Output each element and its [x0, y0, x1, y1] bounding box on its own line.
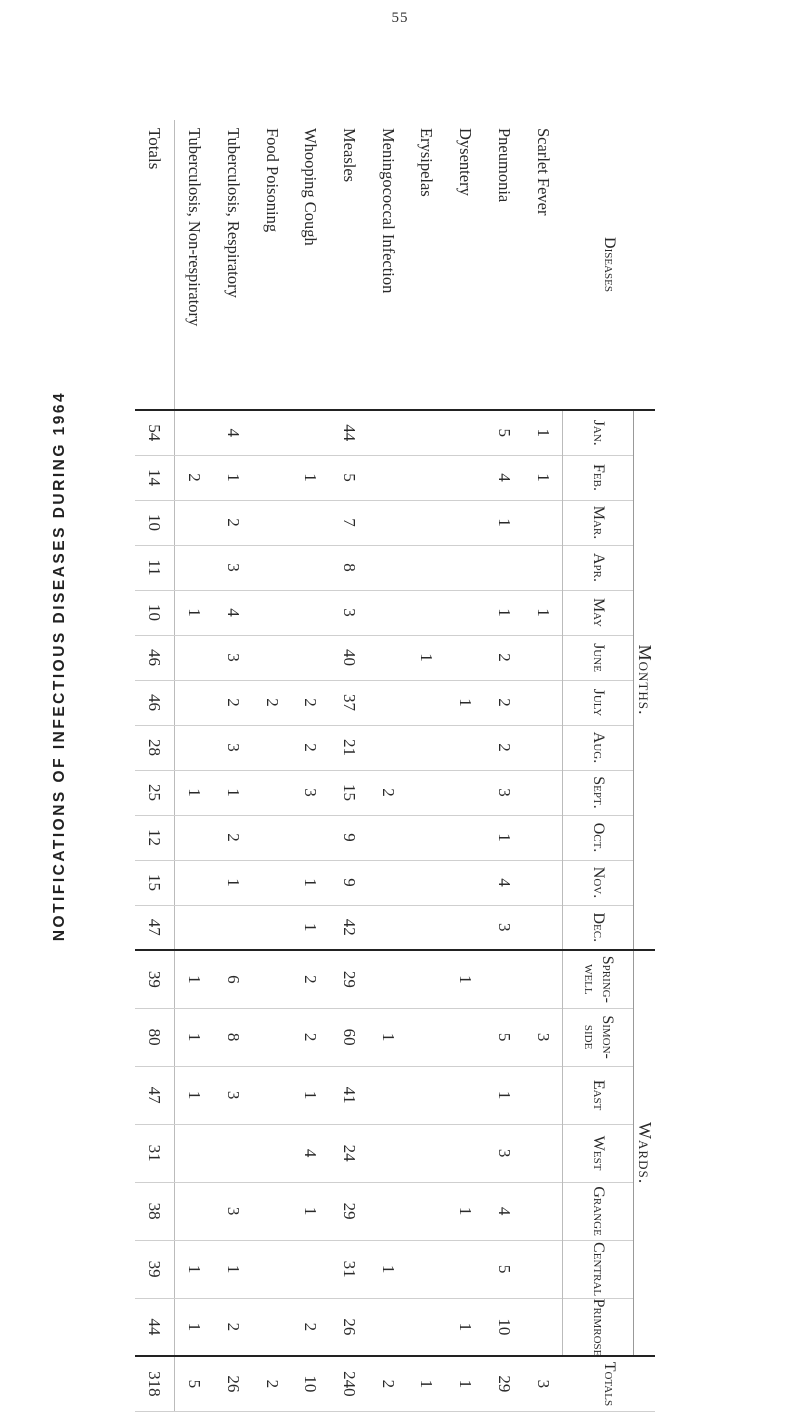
month-value [523, 635, 562, 680]
month-value [252, 770, 291, 815]
month-value [368, 725, 407, 770]
wards-group-header: Wards. [634, 950, 656, 1356]
month-value: 40 [330, 635, 369, 680]
ward-value: 6 [214, 950, 253, 1008]
month-header: Sept. [563, 770, 634, 815]
month-value [407, 410, 446, 455]
month-value [523, 815, 562, 860]
ward-value [446, 1066, 485, 1124]
ward-value: 24 [330, 1124, 369, 1182]
month-value: 1 [484, 590, 523, 635]
month-value: 2 [252, 680, 291, 725]
ward-header: Primrose [563, 1298, 634, 1356]
month-value [368, 815, 407, 860]
month-header: Aug. [563, 725, 634, 770]
ward-value: 1 [446, 1182, 485, 1240]
month-value: 1 [291, 860, 330, 905]
month-value [368, 860, 407, 905]
month-header: Nov. [563, 860, 634, 905]
month-value [291, 635, 330, 680]
month-value: 1 [174, 590, 213, 635]
month-value: 3 [214, 725, 253, 770]
month-header: Feb. [563, 455, 634, 500]
month-header: Apr. [563, 545, 634, 590]
ward-value [407, 1008, 446, 1066]
month-value [252, 455, 291, 500]
month-value: 7 [330, 500, 369, 545]
ward-value: 1 [291, 1182, 330, 1240]
ward-value [523, 1066, 562, 1124]
ward-value [407, 1124, 446, 1182]
month-value [523, 545, 562, 590]
month-value [446, 455, 485, 500]
ward-value: 1 [174, 1240, 213, 1298]
ward-value [523, 1124, 562, 1182]
ward-value [252, 1124, 291, 1182]
ward-total: 31 [135, 1124, 174, 1182]
month-value [407, 590, 446, 635]
ward-value [368, 1066, 407, 1124]
page-number: 55 [391, 10, 409, 26]
ward-header: Grange [563, 1182, 634, 1240]
month-header: Mar. [563, 500, 634, 545]
month-value: 42 [330, 905, 369, 950]
ward-value: 1 [174, 1066, 213, 1124]
month-value: 2 [214, 815, 253, 860]
ward-value: 4 [291, 1124, 330, 1182]
ward-value [446, 1240, 485, 1298]
table-row [523, 120, 562, 1411]
ward-value [368, 1124, 407, 1182]
month-value: 4 [484, 455, 523, 500]
month-total: 28 [135, 725, 174, 770]
month-value [407, 500, 446, 545]
month-value: 2 [368, 770, 407, 815]
row-total: 3 [523, 1356, 562, 1411]
month-value [174, 635, 213, 680]
month-value: 1 [214, 860, 253, 905]
month-value: 2 [214, 680, 253, 725]
month-value [523, 770, 562, 815]
month-value: 1 [407, 635, 446, 680]
month-value [291, 815, 330, 860]
ward-value: 29 [330, 1182, 369, 1240]
ward-value [523, 950, 562, 1008]
month-value: 8 [330, 545, 369, 590]
month-total: 12 [135, 815, 174, 860]
totals-row [135, 120, 174, 1411]
ward-value: 1 [368, 1008, 407, 1066]
month-value [407, 455, 446, 500]
month-value: 1 [446, 680, 485, 725]
month-total: 10 [135, 590, 174, 635]
month-value [174, 905, 213, 950]
ward-value [252, 950, 291, 1008]
month-value: 2 [484, 635, 523, 680]
ward-value: 1 [174, 1298, 213, 1356]
ward-value: 1 [446, 1298, 485, 1356]
month-value [368, 635, 407, 680]
month-value [523, 500, 562, 545]
ward-value: 1 [174, 1008, 213, 1066]
ward-value: 2 [291, 1298, 330, 1356]
month-value: 1 [214, 770, 253, 815]
ward-value [252, 1066, 291, 1124]
ward-value: 3 [484, 1124, 523, 1182]
month-value [523, 680, 562, 725]
diseases-header: Diseases [563, 120, 656, 410]
ward-value: 1 [368, 1240, 407, 1298]
month-value [446, 860, 485, 905]
month-value [407, 860, 446, 905]
month-value: 15 [330, 770, 369, 815]
month-value [252, 860, 291, 905]
month-value [252, 635, 291, 680]
month-value [252, 545, 291, 590]
month-value: 4 [484, 860, 523, 905]
ward-value: 29 [330, 950, 369, 1008]
ward-header: East [563, 1066, 634, 1124]
disease-name: Tuberculosis, Respiratory [214, 120, 253, 410]
ward-value: 31 [330, 1240, 369, 1298]
month-value: 3 [330, 590, 369, 635]
ward-value [407, 1240, 446, 1298]
month-value: 2 [484, 680, 523, 725]
month-value: 1 [484, 500, 523, 545]
ward-value [214, 1124, 253, 1182]
month-value [446, 545, 485, 590]
ward-value: 4 [484, 1182, 523, 1240]
month-value [368, 500, 407, 545]
month-total: 54 [135, 410, 174, 455]
month-total: 15 [135, 860, 174, 905]
ward-value [252, 1182, 291, 1240]
month-value [446, 590, 485, 635]
month-value: 9 [330, 860, 369, 905]
row-total: 10 [291, 1356, 330, 1411]
month-value [407, 545, 446, 590]
month-header: July [563, 680, 634, 725]
disease-name: Meningococcal Infection [368, 120, 407, 410]
ward-header: Central [563, 1240, 634, 1298]
row-total: 2 [252, 1356, 291, 1411]
disease-name: Whooping Cough [291, 120, 330, 410]
ward-value [252, 1008, 291, 1066]
ward-value [291, 1240, 330, 1298]
month-value [174, 680, 213, 725]
month-value [174, 860, 213, 905]
month-value [214, 905, 253, 950]
month-value [368, 905, 407, 950]
disease-name: Food Poisoning [252, 120, 291, 410]
month-value: 2 [214, 500, 253, 545]
month-value: 3 [291, 770, 330, 815]
month-total: 47 [135, 905, 174, 950]
month-value [446, 815, 485, 860]
month-header: May [563, 590, 634, 635]
ward-value [368, 1298, 407, 1356]
month-value [291, 500, 330, 545]
month-total: 46 [135, 680, 174, 725]
month-value: 9 [330, 815, 369, 860]
ward-value: 1 [446, 950, 485, 1008]
table-row [291, 120, 330, 1411]
month-value: 2 [291, 725, 330, 770]
month-value: 44 [330, 410, 369, 455]
month-value: 1 [174, 770, 213, 815]
ward-value: 1 [291, 1066, 330, 1124]
months-group-header: Months. [634, 410, 656, 950]
disease-name: Scarlet Fever [523, 120, 562, 410]
month-value: 4 [214, 410, 253, 455]
month-value [368, 590, 407, 635]
ward-value: 3 [214, 1182, 253, 1240]
month-value [174, 545, 213, 590]
month-value: 4 [214, 590, 253, 635]
month-value: 2 [174, 455, 213, 500]
month-total: 46 [135, 635, 174, 680]
month-value [252, 410, 291, 455]
ward-value: 1 [214, 1240, 253, 1298]
month-value: 3 [484, 905, 523, 950]
month-value [291, 410, 330, 455]
side-title: NOTIFICATIONS OF INFECTIOUS DISEASES DURING 1964 [51, 390, 68, 942]
month-value [174, 725, 213, 770]
month-value [446, 500, 485, 545]
month-value [368, 545, 407, 590]
table-row [407, 120, 446, 1411]
row-total: 5 [174, 1356, 213, 1411]
disease-name: Pneumonia [484, 120, 523, 410]
row-total: 26 [214, 1356, 253, 1411]
grand-total: 318 [135, 1356, 174, 1411]
month-value: 1 [484, 815, 523, 860]
ward-header: Simon-side [563, 1008, 634, 1066]
month-value [407, 905, 446, 950]
ward-value [252, 1298, 291, 1356]
table-row [446, 120, 485, 1411]
disease-name: Tuberculosis, Non-respiratory [174, 120, 213, 410]
table-row [368, 120, 407, 1411]
month-total: 11 [135, 545, 174, 590]
ward-value [523, 1298, 562, 1356]
month-value [446, 635, 485, 680]
month-value: 3 [214, 635, 253, 680]
ward-value: 1 [174, 950, 213, 1008]
ward-value [523, 1240, 562, 1298]
table-row [174, 120, 213, 1411]
month-value [291, 545, 330, 590]
month-value: 1 [523, 590, 562, 635]
ward-header: West [563, 1124, 634, 1182]
month-value [523, 725, 562, 770]
month-value [446, 770, 485, 815]
disease-name: Dysentery [446, 120, 485, 410]
month-header: Oct. [563, 815, 634, 860]
ward-value [407, 1182, 446, 1240]
month-value [174, 410, 213, 455]
ward-total: 80 [135, 1008, 174, 1066]
ward-value: 2 [291, 1008, 330, 1066]
month-value [174, 500, 213, 545]
month-header: Jan. [563, 410, 634, 455]
ward-value: 60 [330, 1008, 369, 1066]
month-value [252, 815, 291, 860]
notifications-table-wrapper [135, 120, 655, 1407]
month-value: 1 [291, 905, 330, 950]
ward-value [174, 1182, 213, 1240]
month-value [407, 680, 446, 725]
month-value: 1 [523, 410, 562, 455]
ward-value [174, 1124, 213, 1182]
row-total: 1 [446, 1356, 485, 1411]
month-header: June [563, 635, 634, 680]
ward-value [523, 1182, 562, 1240]
month-value: 5 [330, 455, 369, 500]
ward-value [446, 1008, 485, 1066]
row-total: 29 [484, 1356, 523, 1411]
month-value [368, 680, 407, 725]
ward-header: Spring-well [563, 950, 634, 1008]
totals-header: Totals [563, 1356, 656, 1411]
month-value: 3 [214, 545, 253, 590]
ward-value: 8 [214, 1008, 253, 1066]
month-value [484, 545, 523, 590]
month-value [523, 860, 562, 905]
row-total: 2 [368, 1356, 407, 1411]
ward-value [368, 1182, 407, 1240]
notifications-table [135, 120, 655, 1412]
month-value: 3 [484, 770, 523, 815]
ward-value: 2 [214, 1298, 253, 1356]
ward-value: 10 [484, 1298, 523, 1356]
ward-value [446, 1124, 485, 1182]
disease-name: Erysipelas [407, 120, 446, 410]
table-row [214, 120, 253, 1411]
totals-label: Totals [135, 120, 174, 410]
ward-total: 47 [135, 1066, 174, 1124]
month-total: 25 [135, 770, 174, 815]
row-total: 1 [407, 1356, 446, 1411]
row-total: 240 [330, 1356, 369, 1411]
ward-value: 5 [484, 1240, 523, 1298]
month-header: Dec. [563, 905, 634, 950]
month-value: 37 [330, 680, 369, 725]
ward-value [407, 1298, 446, 1356]
ward-value: 26 [330, 1298, 369, 1356]
month-value: 2 [291, 680, 330, 725]
month-total: 14 [135, 455, 174, 500]
month-value [174, 815, 213, 860]
month-value: 1 [523, 455, 562, 500]
ward-total: 39 [135, 1240, 174, 1298]
month-value [446, 905, 485, 950]
month-value [252, 905, 291, 950]
month-value: 5 [484, 410, 523, 455]
disease-name: Measles [330, 120, 369, 410]
month-value [446, 410, 485, 455]
ward-value: 5 [484, 1008, 523, 1066]
ward-value: 3 [523, 1008, 562, 1066]
ward-total: 39 [135, 950, 174, 1008]
month-value: 21 [330, 725, 369, 770]
month-total: 10 [135, 500, 174, 545]
month-value [291, 590, 330, 635]
month-value [523, 905, 562, 950]
ward-value: 1 [484, 1066, 523, 1124]
ward-value: 3 [214, 1066, 253, 1124]
ward-value [368, 950, 407, 1008]
month-value [407, 770, 446, 815]
ward-value: 2 [291, 950, 330, 1008]
month-value [252, 725, 291, 770]
ward-total: 38 [135, 1182, 174, 1240]
table-row [252, 120, 291, 1411]
ward-value [407, 1066, 446, 1124]
month-value: 1 [214, 455, 253, 500]
table-row [330, 120, 369, 1411]
month-value [368, 410, 407, 455]
ward-value: 41 [330, 1066, 369, 1124]
month-value [407, 815, 446, 860]
month-value [407, 725, 446, 770]
month-value [368, 455, 407, 500]
ward-value [484, 950, 523, 1008]
month-value: 1 [291, 455, 330, 500]
month-value [252, 500, 291, 545]
month-value [252, 590, 291, 635]
month-value: 2 [484, 725, 523, 770]
table-row [484, 120, 523, 1411]
ward-total: 44 [135, 1298, 174, 1356]
month-value [446, 725, 485, 770]
ward-value [407, 950, 446, 1008]
ward-value [252, 1240, 291, 1298]
